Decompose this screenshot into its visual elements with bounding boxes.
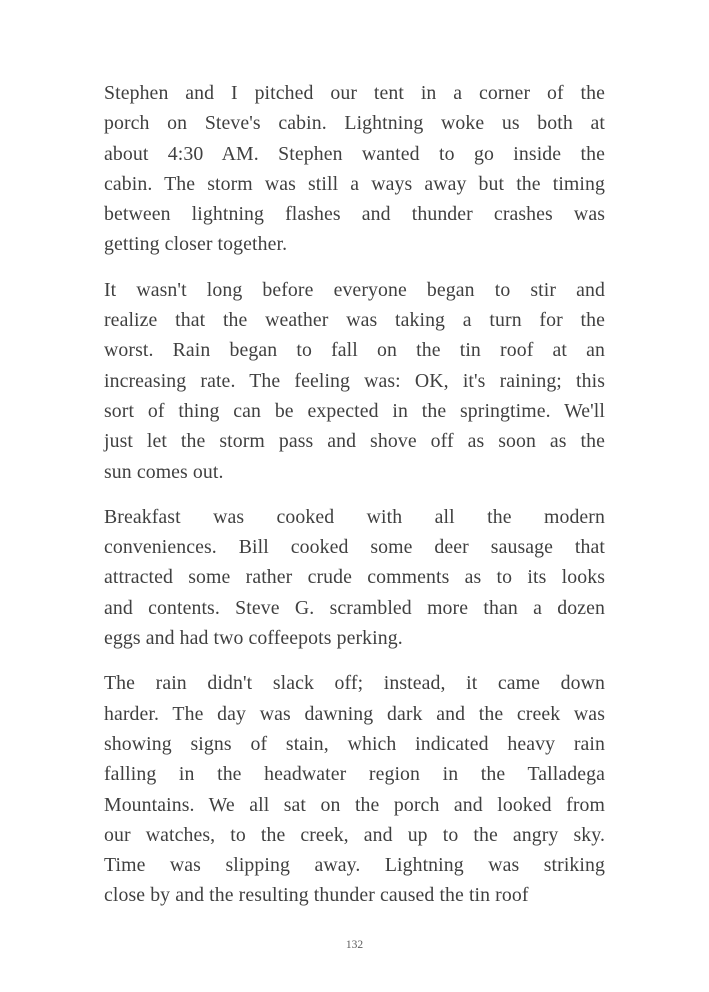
text-line: our watches, to the creek, and up to the angry sky. (104, 823, 605, 846)
text-line: The rain didn't slack off; instead, it came down (104, 672, 605, 695)
text-line: close by and the resulting thunder caused the tin roof (104, 884, 529, 907)
text-line: and contents. Steve G. scrambled more than a dozen (104, 596, 605, 619)
text-line: between lightning flashes and thunder crashes was (104, 203, 605, 226)
text-line: harder. The day was dawning dark and the creek was (104, 702, 605, 725)
text-line: showing signs of stain, which indicated heavy rain (104, 732, 605, 755)
text-line: just let the storm pass and shove off as soon as the (104, 430, 605, 453)
paragraph (104, 275, 605, 487)
text-line: It wasn't long before everyone began to stir and (104, 278, 605, 301)
text-line: porch on Steve's cabin. Lightning woke us both at (104, 112, 605, 135)
text-line: cabin. The storm was still a ways away but the timing (104, 172, 605, 195)
text-line: Breakfast was cooked with all the modern (104, 505, 605, 528)
text-line: sun comes out. (104, 460, 224, 483)
text-line: Time was slipping away. Lightning was striking (104, 854, 605, 877)
page-number: 132 (345, 939, 364, 951)
text-line: Mountains. We all sat on the porch and looked from (104, 793, 605, 816)
page-text (104, 78, 605, 926)
text-line: attracted some rather crude comments as to its looks (104, 566, 605, 589)
text-line: sort of thing can be expected in the springtime. We'll (104, 399, 605, 422)
text-line: about 4:30 AM. Stephen wanted to go inside the (104, 142, 605, 165)
text-line: getting closer together. (104, 233, 288, 256)
paragraph (104, 78, 605, 260)
text-line: conveniences. Bill cooked some deer sausage that (104, 536, 605, 559)
text-line: worst. Rain began to fall on the tin roof at an (104, 339, 605, 362)
text-line: falling in the headwater region in the Talladega (104, 763, 605, 786)
paragraph (104, 668, 605, 910)
text-line: realize that the weather was taking a turn for the (104, 309, 605, 332)
text-line: eggs and had two coffeepots perking. (104, 627, 403, 650)
text-line: Stephen and I pitched our tent in a corner of the (104, 82, 605, 104)
paragraph (104, 502, 605, 653)
text-line: increasing rate. The feeling was: OK, it's raining; this (104, 369, 605, 392)
